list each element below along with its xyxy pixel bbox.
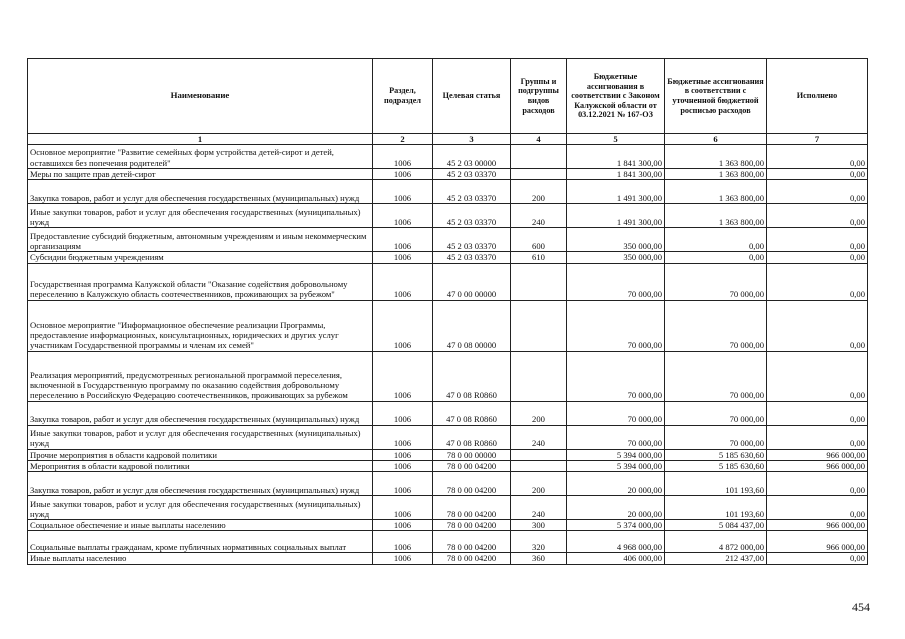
row-target-article: 45 2 03 03370 [433,252,511,263]
row-approved-amount: 1 491 300,00 [567,180,665,204]
row-refined-amount: 5 084 437,00 [665,520,767,531]
row-section: 1006 [373,531,433,553]
row-target-article: 45 2 03 00000 [433,145,511,169]
row-executed-amount: 966 000,00 [767,531,868,553]
row-target-article: 47 0 08 R0860 [433,351,511,401]
row-expense-group: 320 [511,531,567,553]
table-body [28,145,868,565]
row-approved-amount: 70 000,00 [567,351,665,401]
row-expense-group: 600 [511,228,567,252]
header-name: Наименование [28,59,373,134]
row-name: Закупка товаров, работ и услуг для обеспечения государственных (муниципальных) нужд [28,180,373,204]
row-section: 1006 [373,496,433,520]
row-target-article: 47 0 00 00000 [433,263,511,300]
row-expense-group: 240 [511,496,567,520]
table-row [28,252,868,263]
row-approved-amount: 1 491 300,00 [567,204,665,228]
row-expense-group [511,263,567,300]
row-approved-amount: 5 394 000,00 [567,449,665,460]
row-expense-group: 360 [511,553,567,564]
row-approved-amount: 4 968 000,00 [567,531,665,553]
row-approved-amount: 1 841 300,00 [567,169,665,180]
row-approved-amount: 70 000,00 [567,401,665,425]
row-executed-amount: 0,00 [767,180,868,204]
row-target-article: 78 0 00 04200 [433,553,511,564]
row-target-article: 78 0 00 04200 [433,460,511,471]
row-section: 1006 [373,351,433,401]
row-target-article: 78 0 00 04200 [433,472,511,496]
row-name: Меры по защите прав детей-сирот [28,169,373,180]
table-row [28,472,868,496]
row-target-article: 45 2 03 03370 [433,180,511,204]
row-executed-amount: 0,00 [767,228,868,252]
row-executed-amount: 966 000,00 [767,460,868,471]
row-refined-amount: 70 000,00 [665,401,767,425]
row-approved-amount: 1 841 300,00 [567,145,665,169]
row-target-article: 45 2 03 03370 [433,228,511,252]
page-number: 454 [852,600,870,614]
column-number: 2 [373,134,433,145]
table-row [28,145,868,169]
row-section: 1006 [373,169,433,180]
row-name: Предоставление субсидий бюджетным, автономным учреждениям и иным некоммерческим организациям [28,228,373,252]
table-row [28,496,868,520]
row-expense-group: 240 [511,204,567,228]
column-number: 4 [511,134,567,145]
row-refined-amount: 70 000,00 [665,263,767,300]
column-number: 7 [767,134,868,145]
row-approved-amount: 5 374 000,00 [567,520,665,531]
row-name: Прочие мероприятия в области кадровой политики [28,449,373,460]
row-executed-amount: 966 000,00 [767,520,868,531]
table-row [28,460,868,471]
row-section: 1006 [373,145,433,169]
row-section: 1006 [373,553,433,564]
row-target-article: 47 0 08 00000 [433,300,511,351]
row-section: 1006 [373,401,433,425]
row-expense-group [511,300,567,351]
row-approved-amount: 70 000,00 [567,300,665,351]
row-target-article: 45 2 03 03370 [433,169,511,180]
row-refined-amount: 101 193,60 [665,472,767,496]
row-executed-amount: 0,00 [767,553,868,564]
header-approved-allocations: Бюджетные ассигнования в соответствии с Законом Калужской области от 03.12.2021 № 167-ОЗ [567,59,665,134]
row-executed-amount: 0,00 [767,169,868,180]
column-number: 5 [567,134,665,145]
row-expense-group: 240 [511,425,567,449]
row-name: Государственная программа Калужской области "Оказание содействия добровольному переселению в Калужскую область соотечественников, проживающих за рубежом" [28,263,373,300]
row-section: 1006 [373,520,433,531]
row-expense-group [511,145,567,169]
row-refined-amount: 1 363 800,00 [665,180,767,204]
row-section: 1006 [373,180,433,204]
row-section: 1006 [373,460,433,471]
row-section: 1006 [373,204,433,228]
table-row [28,449,868,460]
row-approved-amount: 5 394 000,00 [567,460,665,471]
row-executed-amount: 0,00 [767,252,868,263]
row-expense-group [511,460,567,471]
row-expense-group [511,449,567,460]
table-row [28,351,868,401]
budget-table [27,58,868,565]
row-executed-amount: 966 000,00 [767,449,868,460]
row-name: Иные закупки товаров, работ и услуг для обеспечения государственных (муниципальных) нужд [28,204,373,228]
row-section: 1006 [373,300,433,351]
row-section: 1006 [373,263,433,300]
table-row [28,204,868,228]
row-refined-amount: 212 437,00 [665,553,767,564]
row-refined-amount: 1 363 800,00 [665,204,767,228]
header-target-article: Целевая статья [433,59,511,134]
row-executed-amount: 0,00 [767,425,868,449]
row-target-article: 78 0 00 00000 [433,449,511,460]
row-name: Основное мероприятие "Информационное обеспечение реализации Программы, предоставление информационных, консультационных, юридических и других услуг участникам Государственной программы и членам их семей" [28,300,373,351]
row-refined-amount: 0,00 [665,228,767,252]
row-target-article: 78 0 00 04200 [433,531,511,553]
header-row [28,59,868,134]
row-refined-amount: 70 000,00 [665,351,767,401]
row-executed-amount: 0,00 [767,145,868,169]
row-refined-amount: 70 000,00 [665,425,767,449]
table-row [28,425,868,449]
header-refined-allocations: Бюджетные ассигнования в соответствии с уточненной бюджетной росписью расходов [665,59,767,134]
row-section: 1006 [373,425,433,449]
row-section: 1006 [373,252,433,263]
header-section: Раздел, подраздел [373,59,433,134]
row-expense-group: 200 [511,180,567,204]
row-refined-amount: 1 363 800,00 [665,169,767,180]
row-section: 1006 [373,449,433,460]
row-name: Мероприятия в области кадровой политики [28,460,373,471]
row-expense-group: 300 [511,520,567,531]
row-approved-amount: 20 000,00 [567,496,665,520]
row-executed-amount: 0,00 [767,496,868,520]
row-name: Закупка товаров, работ и услуг для обеспечения государственных (муниципальных) нужд [28,472,373,496]
row-name: Иные выплаты населению [28,553,373,564]
row-approved-amount: 70 000,00 [567,425,665,449]
row-approved-amount: 350 000,00 [567,228,665,252]
row-section: 1006 [373,472,433,496]
row-refined-amount: 1 363 800,00 [665,145,767,169]
row-refined-amount: 70 000,00 [665,300,767,351]
table-row [28,263,868,300]
header-expense-groups: Группы и подгруппы видов расходов [511,59,567,134]
column-number-row [28,134,868,145]
row-refined-amount: 5 185 630,60 [665,460,767,471]
column-number: 6 [665,134,767,145]
row-approved-amount: 20 000,00 [567,472,665,496]
row-refined-amount: 5 185 630,60 [665,449,767,460]
row-approved-amount: 350 000,00 [567,252,665,263]
header-executed: Исполнено [767,59,868,134]
table-row [28,553,868,564]
row-target-article: 45 2 03 03370 [433,204,511,228]
row-executed-amount: 0,00 [767,351,868,401]
row-executed-amount: 0,00 [767,263,868,300]
row-refined-amount: 4 872 000,00 [665,531,767,553]
column-number: 1 [28,134,373,145]
table-row [28,401,868,425]
row-name: Реализация мероприятий, предусмотренных региональной программой переселения, включенной в Государственную программу по оказанию содействия добровольному переселению в Российскую Федерацию соотечественников, проживающих за рубежом [28,351,373,401]
row-expense-group [511,351,567,401]
row-target-article: 47 0 08 R0860 [433,401,511,425]
row-executed-amount: 0,00 [767,472,868,496]
row-target-article: 78 0 00 04200 [433,520,511,531]
row-approved-amount: 70 000,00 [567,263,665,300]
row-refined-amount: 101 193,60 [665,496,767,520]
row-refined-amount: 0,00 [665,252,767,263]
row-name: Закупка товаров, работ и услуг для обеспечения государственных (муниципальных) нужд [28,401,373,425]
table-row [28,169,868,180]
row-name: Социальные выплаты гражданам, кроме публичных нормативных социальных выплат [28,531,373,553]
row-approved-amount: 406 000,00 [567,553,665,564]
table-row [28,531,868,553]
row-expense-group: 610 [511,252,567,263]
row-name: Иные закупки товаров, работ и услуг для обеспечения государственных (муниципальных) нужд [28,496,373,520]
table-row [28,520,868,531]
row-executed-amount: 0,00 [767,300,868,351]
row-expense-group: 200 [511,401,567,425]
row-name: Субсидии бюджетным учреждениям [28,252,373,263]
row-expense-group [511,169,567,180]
row-name: Социальное обеспечение и иные выплаты населению [28,520,373,531]
table-row [28,300,868,351]
column-number: 3 [433,134,511,145]
row-expense-group: 200 [511,472,567,496]
row-target-article: 47 0 08 R0860 [433,425,511,449]
row-executed-amount: 0,00 [767,204,868,228]
table-row [28,228,868,252]
row-target-article: 78 0 00 04200 [433,496,511,520]
row-name: Основное мероприятие "Развитие семейных форм устройства детей-сирот и детей, оставшихся без попечения родителей" [28,145,373,169]
table-row [28,180,868,204]
row-section: 1006 [373,228,433,252]
row-executed-amount: 0,00 [767,401,868,425]
row-name: Иные закупки товаров, работ и услуг для обеспечения государственных (муниципальных) нужд [28,425,373,449]
